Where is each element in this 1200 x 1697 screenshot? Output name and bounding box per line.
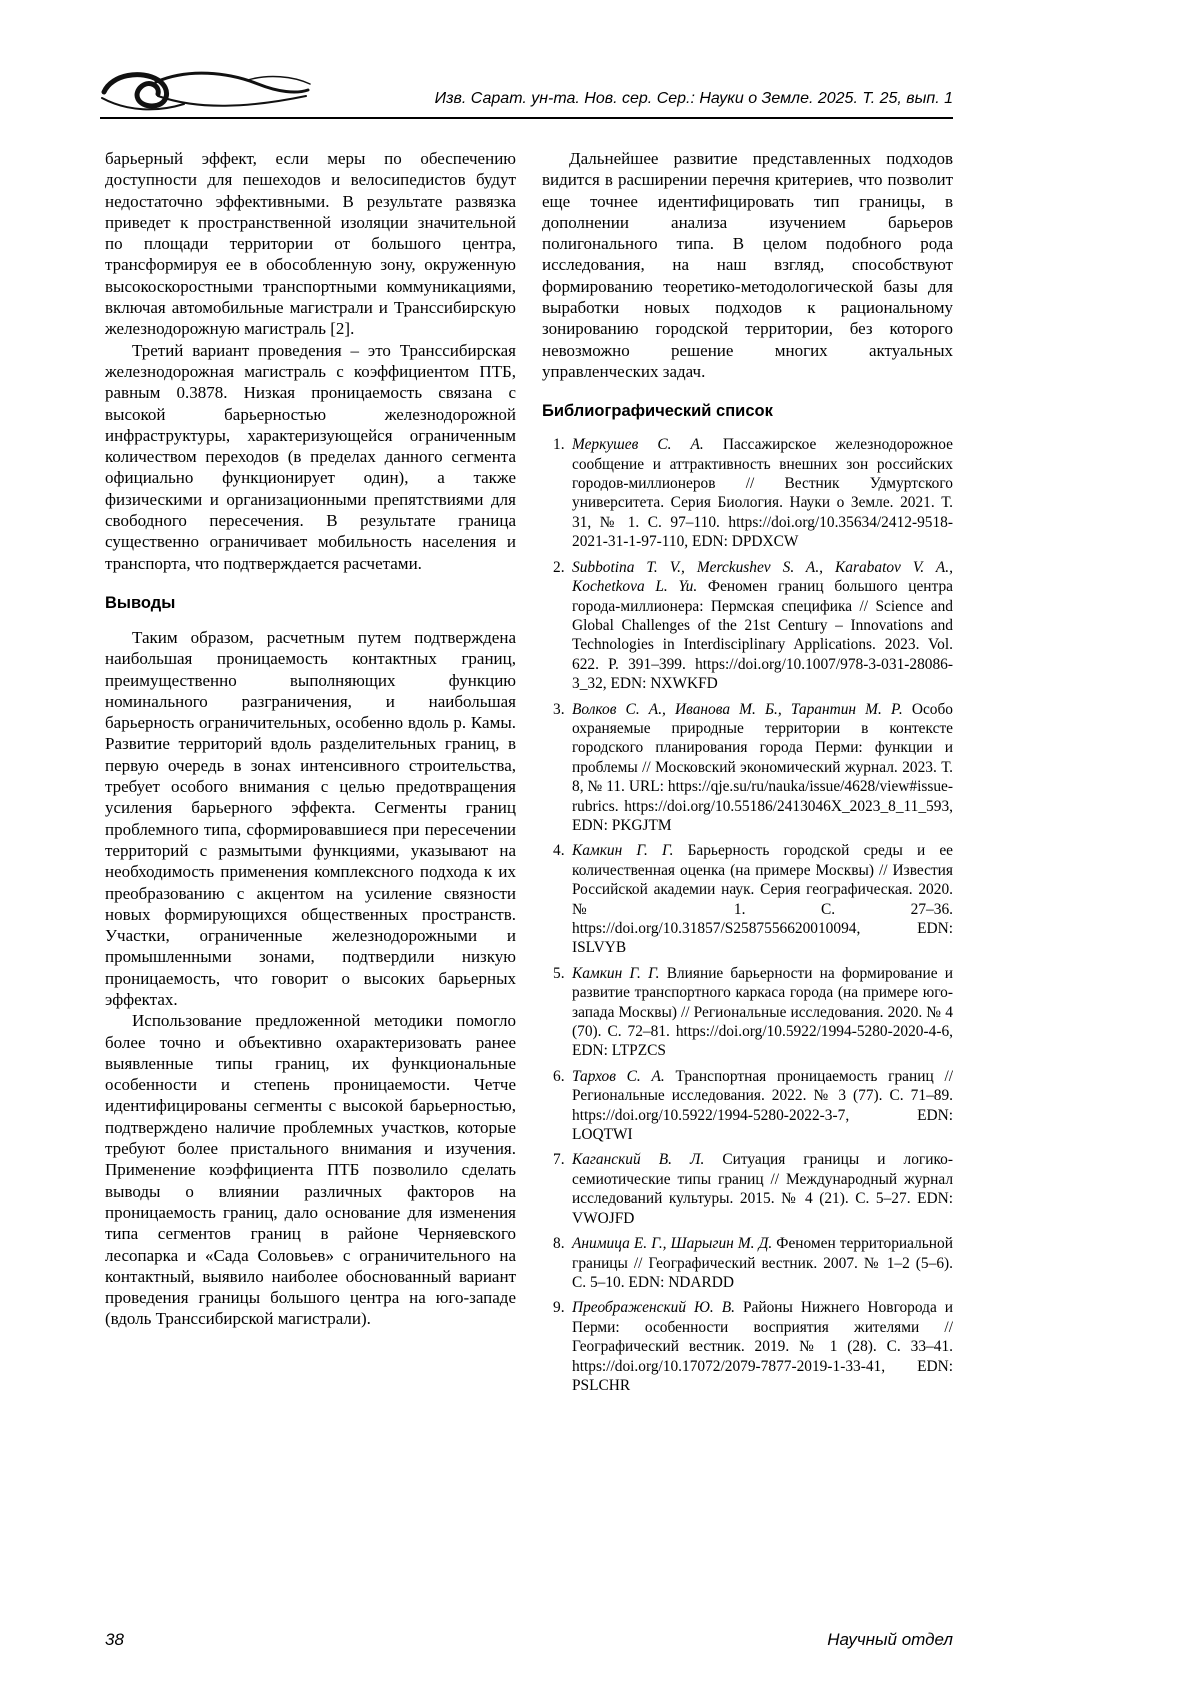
reference-authors: Меркушев С. А. (572, 436, 704, 454)
reference-number: 6. (553, 1067, 565, 1085)
reference-authors: Камкин Г. Г. (572, 842, 674, 860)
header-rule (100, 117, 953, 119)
reference-text: Особо охраняемые природные территории в контексте городского планирования города Перми: функции и проблемы // Московский экономический журнал. 2023. Т. 8, № 11. URL: https://qje.su/ru/nauka/issue/4628/view#issue-rubrics. https://doi.org/10.55186/2413046X_2023_8_11_593, EDN: PKGJTM (572, 700, 953, 834)
reference-item (553, 558, 953, 694)
running-head: Изв. Сарат. ун-та. Нов. сер. Сер.: Науки о Земле. 2025. Т. 25, вып. 1 (434, 90, 953, 107)
bibliography-heading: Библиографический список (542, 402, 773, 421)
conclusions-paragraph: Таким образом, расчетным путем подтверждена наибольшая проницаемость контактных границ, преимущественно выполняющих функцию номинального разграничения, и наибольшая барьерность ограничительных, особенно вдоль р. Камы. Развитие территорий вдоль разделительных границ, в первую очередь в зонах интенсивного строительства, требует особого внимания с целью предотвращения усиления барьерного эффекта. Сегменты границ проблемного типа, сформировавшиеся при пересечении территорий с размытыми функциями, указывают на необходимость применения комплексного подхода к их преобразованию с акцентом на усиление связности новых формирующихся общественных пространств. Участки, ограниченные железнодорожными и промышленными зонами, подтвердили низкую проницаемость, что говорит о высоких барьерных эффектах. (105, 627, 516, 1009)
reference-text: Районы Нижнего Новгорода и Перми: особенности восприятия жителями // Географический вестник. 2019. № 1 (28). С. 33–41. https://doi.org/10.17072/2079-7877-2019-1-33-41, EDN: PSLCHR (572, 1299, 954, 1394)
reference-item (553, 841, 954, 957)
reference-text: Транспортная проницаемость границ // Региональные исследования. 2022. № 3 (77). С. 71–89. https://doi.org/10.5922/1994-5280-2022-3-7, EDN: LOQTWI (572, 1067, 953, 1144)
body-paragraph: Третий вариант проведения – это Транссибирская железнодорожная магистраль с коэффициентом ПТБ, равным 0.3878. Низкая проницаемость связана с высокой барьерностью железнодорожной инфраструктуры, характеризующейся ограниченным количеством переходов (в пределах данного сегмента официально функционирует один), а также физическими и организационными препятствиями для свободного пересечения. В результате граница существенно ограничивает мобильность населения и транспорта, что подтверждается расчетами. (105, 340, 516, 573)
footer-section-label: Научный отдел (827, 1630, 953, 1649)
reference-text: Барьерность городской среды и ее количественная оценка (на примере Москвы) // Известия Российской академии наук. Серия географическая. 2020. № 1. С. 27–36. https://doi.org/10.31857/S2587556620010094, EDN: ISLVYB (572, 842, 954, 957)
reference-item (553, 1298, 954, 1395)
reference-number: 2. (553, 558, 565, 576)
reference-number: 4. (553, 842, 565, 860)
reference-text: Влияние барьерности на формирование и развитие транспортного каркаса города (на примере юго-запада Москвы) // Региональные исследования. 2020. № 4 (70). С. 72–81. https://doi.org/10.5922/1994-5280-2020-4-6, EDN: LTPZCS (572, 964, 953, 1060)
reference-item (553, 1234, 953, 1292)
reference-authors: Тархов С. А. (572, 1067, 665, 1085)
reference-number: 7. (553, 1151, 565, 1169)
page-footer (105, 1630, 953, 1650)
journal-ornament-logo (98, 66, 313, 118)
reference-text: Ситуация границы и логико-семиотические типы границ // Международный журнал исследований культуры. 2015. № 4 (21). С. 5–27. EDN: VWOJFD (572, 1151, 954, 1227)
reference-item (553, 700, 953, 836)
reference-number: 9. (553, 1299, 565, 1317)
body-paragraph: барьерный эффект, если меры по обеспечению доступности для пешеходов и велосипедистов будут недостаточно эффективными. В результате развязка приведет к пространственной изоляции значительной по площади территории от большого центра, трансформируя ее в обособленную зону, окруженную высокоскоростными транспортными коммуникациями, включая автомобильные магистрали и Транссибирскую железнодорожную магистраль [2]. (105, 149, 516, 339)
reference-authors: Каганский В. Л. (572, 1151, 705, 1169)
reference-text: Пассажирское железнодорожное сообщение и аттрактивность внешних зон российских городов-миллионеров // Вестник Удмуртского университета. Серия Биология. Науки о Земле. 2021. Т. 31, № 1. С. 97–110. https://doi.org/10.35634/2412-9518-2021-31-1-97-110, EDN: DPDXCW (572, 436, 953, 551)
article-body (105, 148, 953, 1401)
right-column (542, 148, 953, 1401)
page-number: 38 (105, 1630, 124, 1649)
left-column (105, 148, 516, 1401)
reference-item (553, 1150, 954, 1228)
reference-item (553, 964, 953, 1061)
reference-number: 5. (553, 964, 565, 982)
conclusions-paragraph: Использование предложенной методики помогло более точно и объективно охарактеризовать ранее выявленные типы границ, их функциональные особенности и степень проницаемости. Четче идентифицированы сегменты с высокой барьерностью, подтверждено наличие проблемных участков, которые требуют более пристального внимания и изучения. Применение коэффициента ПТБ позволило сделать выводы о влиянии различных факторов на проницаемость границ, дало основание для изменения типа сегментов границ в районе Черняевского лесопарка и «Сада Соловьев» с ограничительного на контактный, выявило наиболее обоснованный вариант проведения границы большого центра на юго-западе (вдоль Транссибирской магистрали). (105, 1011, 516, 1329)
conclusions-heading: Выводы (105, 593, 176, 612)
reference-authors: Камкин Г. Г. (572, 964, 660, 982)
reference-list (542, 435, 953, 1395)
reference-number: 1. (553, 436, 565, 454)
reference-item (553, 435, 953, 551)
reference-number: 8. (553, 1235, 565, 1253)
reference-text: Феномен границ большого центра города-миллионера: Пермская специфика // Science and Global Challenges of the 21st Century – Innovations and Technologies in Interdisciplinary Applications. 2023. Vol. 622. P. 391–399. https://doi.org/10.1007/978-3-031-28086-3_32, EDN: NXWKFD (572, 578, 953, 693)
body-paragraph: Дальнейшее развитие представленных подходов видится в расширении перечня критериев, что позволит еще точнее идентифицировать тип границы, в дополнении анализа изучением барьеров полигонального типа. В целом подобного рода исследования, на наш взгляд, способствуют формированию теоретико-методологической базы для выработки новых подходов к рациональному зонированию городской территории, без которого невозможно решение многих актуальных управленческих задач. (542, 149, 953, 381)
reference-authors: Subbotina T. V., Merckushev S. A., Karabatov V. A., Kochetkova L. Yu. (572, 558, 953, 596)
reference-authors: Волков С. А., Иванова М. Б., Тарантин М. Р. (572, 700, 903, 718)
reference-number: 3. (553, 700, 565, 718)
reference-authors: Анимица Е. Г., Шарыгин М. Д. (572, 1235, 773, 1253)
reference-authors: Преображенский Ю. В. (572, 1299, 735, 1317)
reference-item (553, 1067, 953, 1145)
reference-text: Феномен территориальной границы // Географический вестник. 2007. № 1–2 (5–6). С. 5–10. EDN: NDARDD (572, 1235, 953, 1291)
